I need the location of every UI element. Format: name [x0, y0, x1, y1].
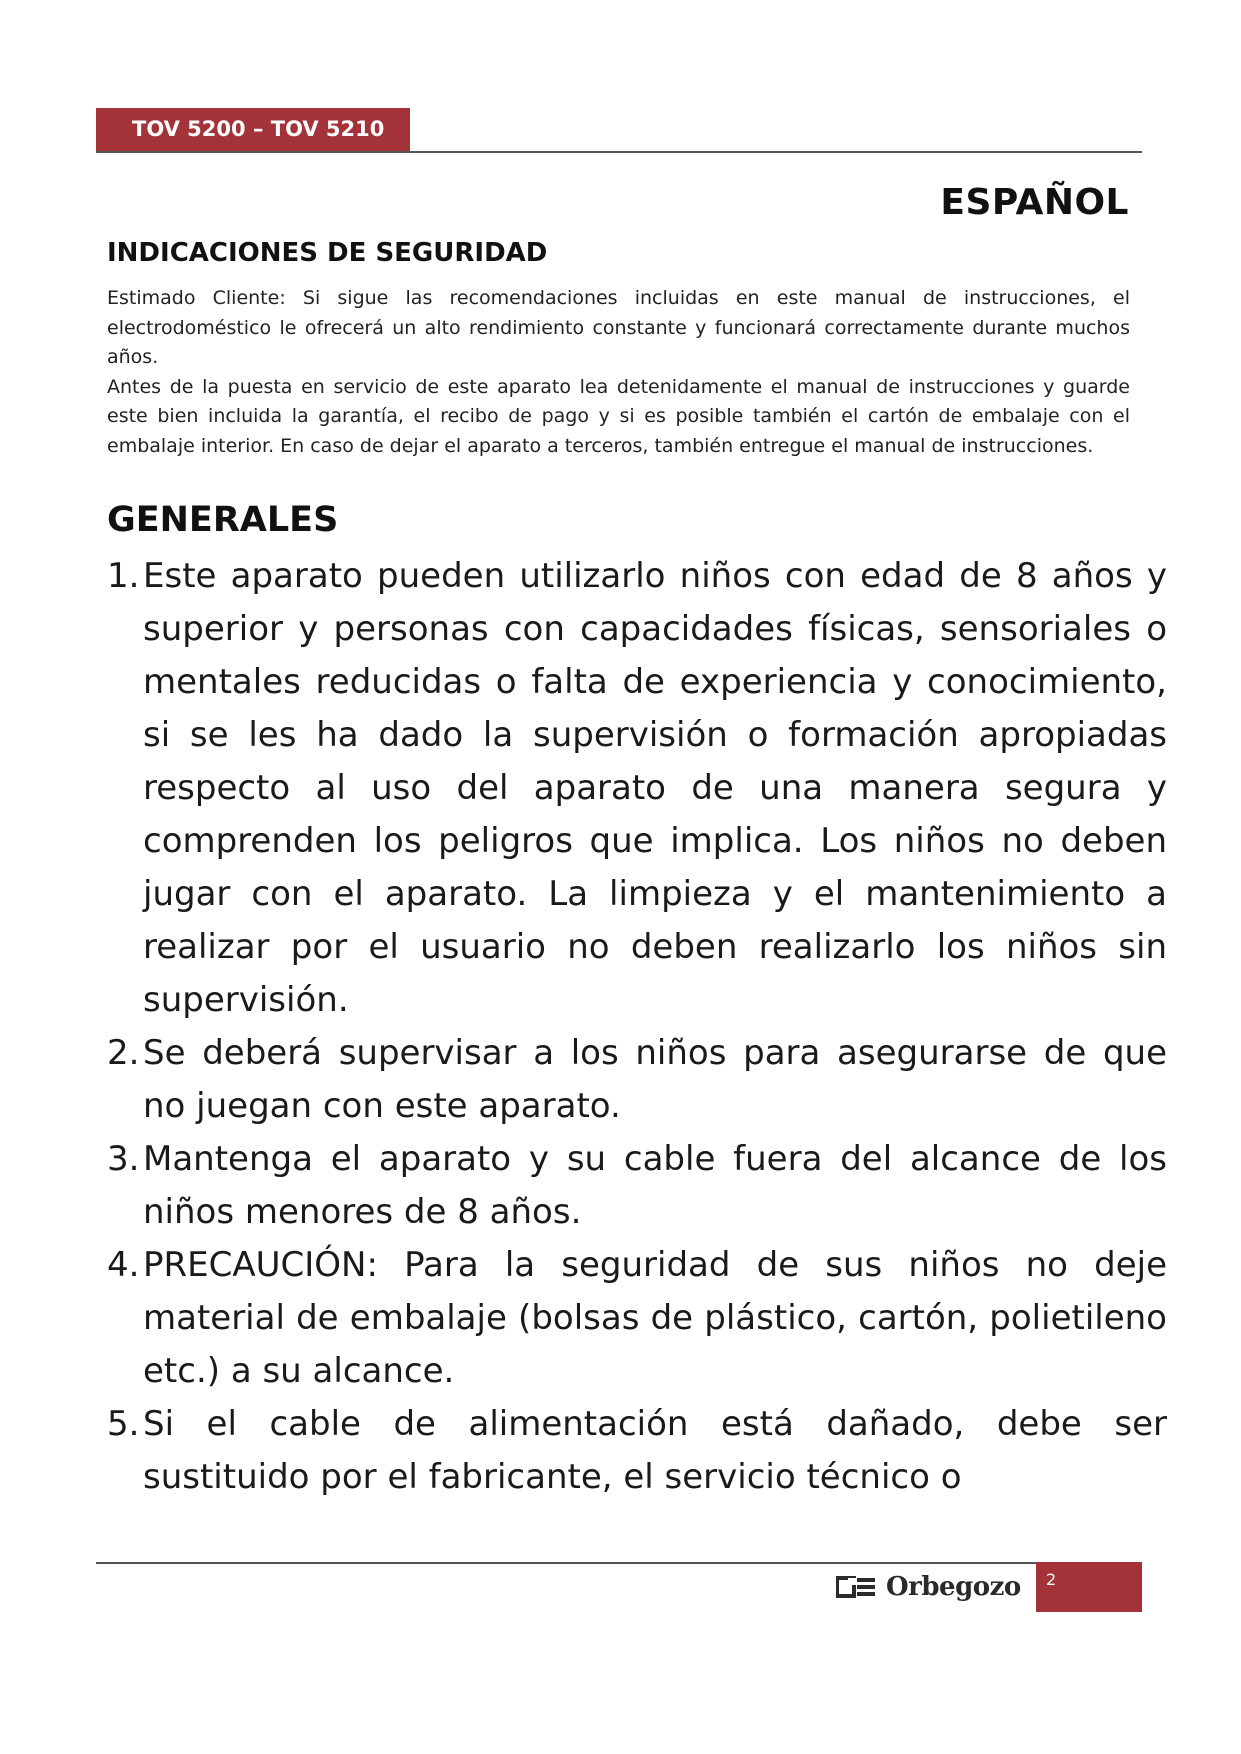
item-number: 3.: [107, 1139, 140, 1179]
item-number: 4.: [107, 1245, 140, 1285]
item-text: PRECAUCIÓN: Para la seguridad de sus niños no deje material de embalaje (bolsas de plástico, cartón, polietileno etc.) a su alcance.: [143, 1245, 1167, 1391]
item-text: Mantenga el aparato y su cable fuera del alcance de los niños menores de 8 años.: [143, 1139, 1167, 1232]
model-header-tab: [96, 108, 410, 151]
safety-title: INDICACIONES DE SEGURIDAD: [107, 238, 548, 268]
brand-mark-icon: [836, 1575, 876, 1599]
item-number: 1.: [107, 556, 140, 596]
page-number-box: [1036, 1562, 1142, 1612]
footer-divider: [96, 1562, 1142, 1564]
list-item: [107, 1239, 1167, 1398]
language-title: ESPAÑOL: [940, 182, 1129, 223]
brand-logo: [836, 1572, 1026, 1602]
item-number: 5.: [107, 1404, 140, 1444]
brand-name: Orbegozo: [886, 1572, 1021, 1602]
list-item: [107, 1027, 1167, 1133]
item-text: Se deberá supervisar a los niños para asegurarse de que no juegan con este aparato.: [143, 1033, 1167, 1126]
header-divider: [96, 151, 1142, 153]
list-item: [107, 1398, 1167, 1504]
safety-intro: [107, 284, 1130, 461]
intro-paragraph: Antes de la puesta en servicio de este aparato lea detenidamente el manual de instrucciones y guarde este bien incluida la garantía, el recibo de pago y si es posible también el cartón de embalaje con el embalaje interior. En caso de dejar el aparato a terceros, también entregue el manual de instrucciones.: [107, 375, 1130, 457]
generales-list: [107, 550, 1167, 1504]
intro-paragraph: Estimado Cliente: Si sigue las recomendaciones incluidas en este manual de instrucciones, el electrodoméstico le ofrecerá un alto rendimiento constante y funcionará correctamente durante muchos años.: [107, 287, 1130, 368]
generales-title: GENERALES: [107, 500, 339, 540]
model-label: TOV 5200 – TOV 5210: [132, 117, 385, 141]
item-number: 2.: [107, 1033, 140, 1073]
page-number: 2: [1046, 1570, 1057, 1589]
list-item: [107, 1133, 1167, 1239]
item-text: Si el cable de alimentación está dañado, debe ser sustituido por el fabricante, el servicio técnico o: [143, 1404, 1167, 1497]
list-item: [107, 550, 1167, 1027]
item-text: Este aparato pueden utilizarlo niños con edad de 8 años y superior y personas con capacidades físicas, sensoriales o mentales reducidas o falta de experiencia y conocimiento, si se les ha dado la supervisión o formación apropiadas respecto al uso del aparato de una manera segura y comprenden los peligros que implica. Los niños no deben jugar con el aparato. La limpieza y el mantenimiento a realizar por el usuario no deben realizarlo los niños sin supervisión.: [143, 556, 1167, 1020]
